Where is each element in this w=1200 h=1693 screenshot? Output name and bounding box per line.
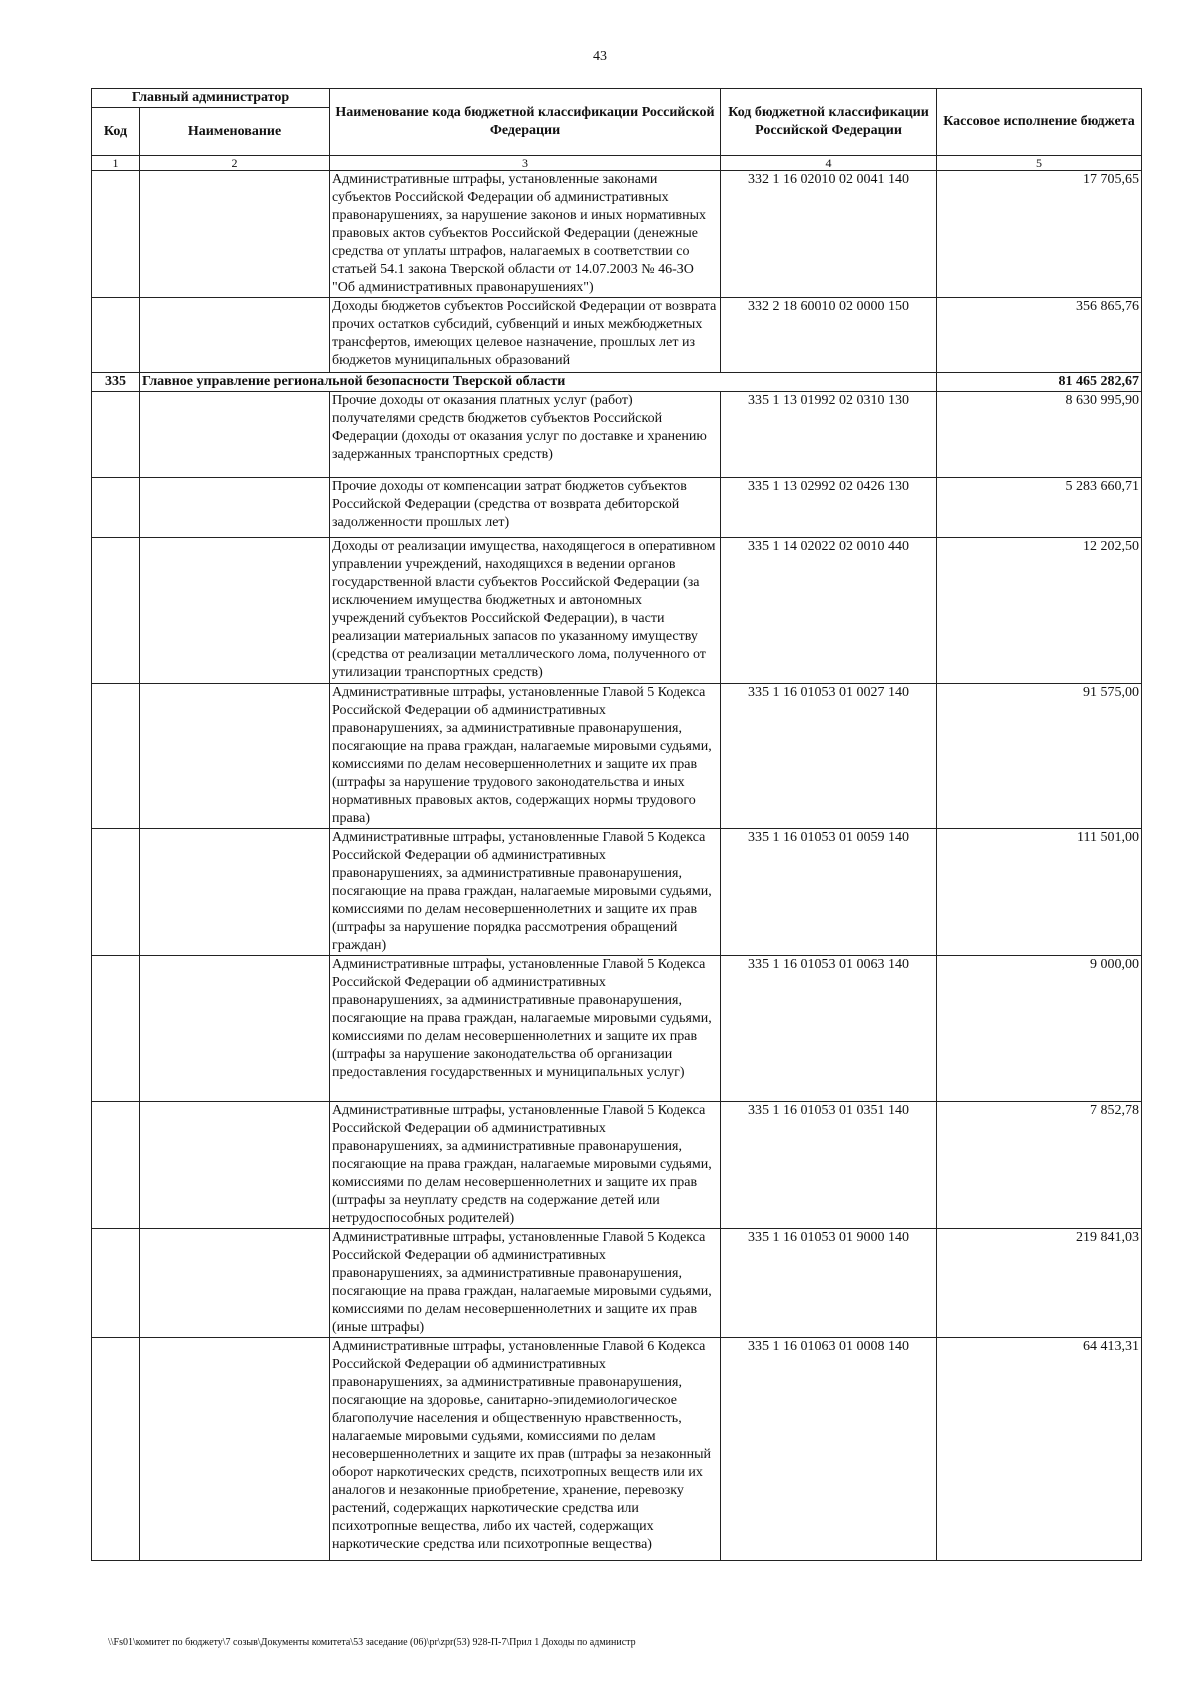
admin-code-cell: [92, 392, 140, 478]
table-row: [92, 392, 1142, 478]
classification-code-cell: 335 1 16 01053 01 0351 140: [721, 1102, 937, 1229]
amount-cell: 91 575,00: [937, 684, 1142, 829]
table-row: [92, 478, 1142, 538]
table-row: [92, 538, 1142, 684]
table-row: [92, 1102, 1142, 1229]
admin-code-cell: [92, 538, 140, 684]
admin-code-cell: [92, 829, 140, 956]
amount-cell: 111 501,00: [937, 829, 1142, 956]
amount-cell: 8 630 995,90: [937, 392, 1142, 478]
admin-code-header: Код: [92, 108, 140, 156]
description-cell: Административные штрафы, установленные Главой 6 Кодекса Российской Федерации об административных правонарушениях, за административные правонарушения, посягающие на здоровье, санитарно-эпидемиологическое благополучие населения и общественную нравственность, налагаемые мировыми судьями, комиссиями по делам несовершеннолетних и защите их прав (штрафы за незаконный оборот наркотических средств, психотропных веществ или их аналогов и незаконные приобретение, хранение, перевозку растений, содержащих наркотические средства или психотропные вещества, либо их частей, содержащих наркотические средства или психотропные вещества): [330, 1338, 721, 1561]
admin-name-cell: [140, 829, 330, 956]
amount-cell: 81 465 282,67: [937, 373, 1142, 392]
amount-cell: 9 000,00: [937, 956, 1142, 1102]
main-admin-header: Главный администратор: [92, 89, 330, 108]
admin-name-cell: [140, 1102, 330, 1229]
admin-group-row: [92, 373, 1142, 392]
column-number: 2: [140, 156, 330, 171]
classification-code-cell: 332 1 16 02010 02 0041 140: [721, 171, 937, 298]
admin-name-cell: [140, 1229, 330, 1338]
admin-name-cell: [140, 1338, 330, 1561]
admin-code-cell: [92, 1229, 140, 1338]
column-number: 4: [721, 156, 937, 171]
table-row: [92, 1338, 1142, 1561]
amount-cell: 219 841,03: [937, 1229, 1142, 1338]
description-cell: Административные штрафы, установленные Главой 5 Кодекса Российской Федерации об административных правонарушениях, за административные правонарушения, посягающие на права граждан, налагаемые мировыми судьями, комиссиями по делам несовершеннолетних и защите их прав (штрафы за нарушение порядка рассмотрения обращений граждан): [330, 829, 721, 956]
classification-code-cell: 335 1 16 01053 01 0027 140: [721, 684, 937, 829]
classification-code-cell: 335 1 16 01053 01 0063 140: [721, 956, 937, 1102]
admin-name-cell: [140, 684, 330, 829]
table-row: [92, 1229, 1142, 1338]
description-cell: Доходы бюджетов субъектов Российской Федерации от возврата прочих остатков субсидий, субвенций и иных межбюджетных трансфертов, имеющих целевое назначение, прошлых лет из бюджетов муниципальных образований: [330, 298, 721, 373]
column-number: 1: [92, 156, 140, 171]
page-number: 43: [593, 49, 607, 64]
footer-file-path: \\Fs01\комитет по бюджету\7 созыв\Документы комитета\53 заседание (06)\pr\zpr(53) 928-П-7\Прил 1 Доходы по администр: [108, 1637, 636, 1648]
admin-name-cell: [140, 538, 330, 684]
admin-code-cell: [92, 478, 140, 538]
admin-name-cell: [140, 298, 330, 373]
table-row: [92, 829, 1142, 956]
classification-code-header: Код бюджетной классификации Российской Федерации: [721, 89, 937, 156]
classification-code-cell: 335 1 13 01992 02 0310 130: [721, 392, 937, 478]
table-row: [92, 171, 1142, 298]
admin-code-cell: [92, 956, 140, 1102]
description-cell: Административные штрафы, установленные Главой 5 Кодекса Российской Федерации об административных правонарушениях, за административные правонарушения, посягающие на права граждан, налагаемые мировыми судьями, комиссиями по делам несовершеннолетних и защите их прав (штрафы за нарушение законодательства об организации предоставления государственных и муниципальных услуг): [330, 956, 721, 1102]
classification-code-cell: 335 1 13 02992 02 0426 130: [721, 478, 937, 538]
admin-name-header: Наименование: [140, 108, 330, 156]
classification-name-header: Наименование кода бюджетной классификации Российской Федерации: [330, 89, 721, 156]
classification-code-cell: 332 2 18 60010 02 0000 150: [721, 298, 937, 373]
admin-code-cell: [92, 298, 140, 373]
classification-code-cell: 335 1 16 01053 01 0059 140: [721, 829, 937, 956]
admin-code-cell: [92, 171, 140, 298]
amount-cell: 12 202,50: [937, 538, 1142, 684]
classification-code-cell: 335 1 16 01053 01 9000 140: [721, 1229, 937, 1338]
amount-cell: 7 852,78: [937, 1102, 1142, 1229]
column-number: 3: [330, 156, 721, 171]
admin-name-cell: Главное управление региональной безопасности Тверской области: [140, 373, 937, 392]
table-row: [92, 298, 1142, 373]
execution-header: Кассовое исполнение бюджета: [937, 89, 1142, 156]
table-body: [92, 171, 1142, 1561]
table-row: [92, 956, 1142, 1102]
description-cell: Административные штрафы, установленные Главой 5 Кодекса Российской Федерации об административных правонарушениях, за административные правонарушения, посягающие на права граждан, налагаемые мировыми судьями, комиссиями по делам несовершеннолетних и защите их прав (штрафы за нарушение трудового законодательства и иных нормативных правовых актов, содержащих нормы трудового права): [330, 684, 721, 829]
admin-name-cell: [140, 392, 330, 478]
table-row: [92, 684, 1142, 829]
description-cell: Доходы от реализации имущества, находящегося в оперативном управлении учреждений, находящихся в ведении органов государственной власти субъектов Российской Федерации (за исключением имущества бюджетных и автономных учреждений субъектов Российской Федерации), в части реализации материальных запасов по указанному имуществу (средства от реализации металлического лома, полученного от утилизации транспортных средств): [330, 538, 721, 684]
amount-cell: 5 283 660,71: [937, 478, 1142, 538]
amount-cell: 64 413,31: [937, 1338, 1142, 1561]
description-cell: Прочие доходы от компенсации затрат бюджетов субъектов Российской Федерации (средства от возврата дебиторской задолженности прошлых лет): [330, 478, 721, 538]
classification-code-cell: 335 1 16 01063 01 0008 140: [721, 1338, 937, 1561]
admin-code-cell: [92, 1102, 140, 1229]
admin-name-cell: [140, 478, 330, 538]
description-cell: Административные штрафы, установленные Главой 5 Кодекса Российской Федерации об административных правонарушениях, за административные правонарушения, посягающие на права граждан, налагаемые мировыми судьями, комиссиями по делам несовершеннолетних и защите их прав (штрафы за неуплату средств на содержание детей или нетрудоспособных родителей): [330, 1102, 721, 1229]
admin-name-cell: [140, 171, 330, 298]
admin-name-cell: [140, 956, 330, 1102]
amount-cell: 17 705,65: [937, 171, 1142, 298]
classification-code-cell: 335 1 14 02022 02 0010 440: [721, 538, 937, 684]
column-number-row: [92, 156, 1142, 171]
admin-code-cell: 335: [92, 373, 140, 392]
admin-code-cell: [92, 684, 140, 829]
description-cell: Административные штрафы, установленные законами субъектов Российской Федерации об административных правонарушениях, за нарушение законов и иных нормативных правовых актов субъектов Российской Федерации (денежные средства от уплаты штрафов, налагаемых в соответствии со статьей 54.1 закона Тверской области от 14.07.2003 № 46-ЗО "Об административных правонарушениях"): [330, 171, 721, 298]
description-cell: Административные штрафы, установленные Главой 5 Кодекса Российской Федерации об административных правонарушениях, за административные правонарушения, посягающие на права граждан, налагаемые мировыми судьями, комиссиями по делам несовершеннолетних и защите их прав (иные штрафы): [330, 1229, 721, 1338]
admin-code-cell: [92, 1338, 140, 1561]
budget-revenue-table: [91, 88, 1142, 1561]
amount-cell: 356 865,76: [937, 298, 1142, 373]
column-number: 5: [937, 156, 1142, 171]
description-cell: Прочие доходы от оказания платных услуг (работ) получателями средств бюджетов субъектов Российской Федерации (доходы от оказания услуг по доставке и хранению задержанных транспортных средств): [330, 392, 721, 478]
